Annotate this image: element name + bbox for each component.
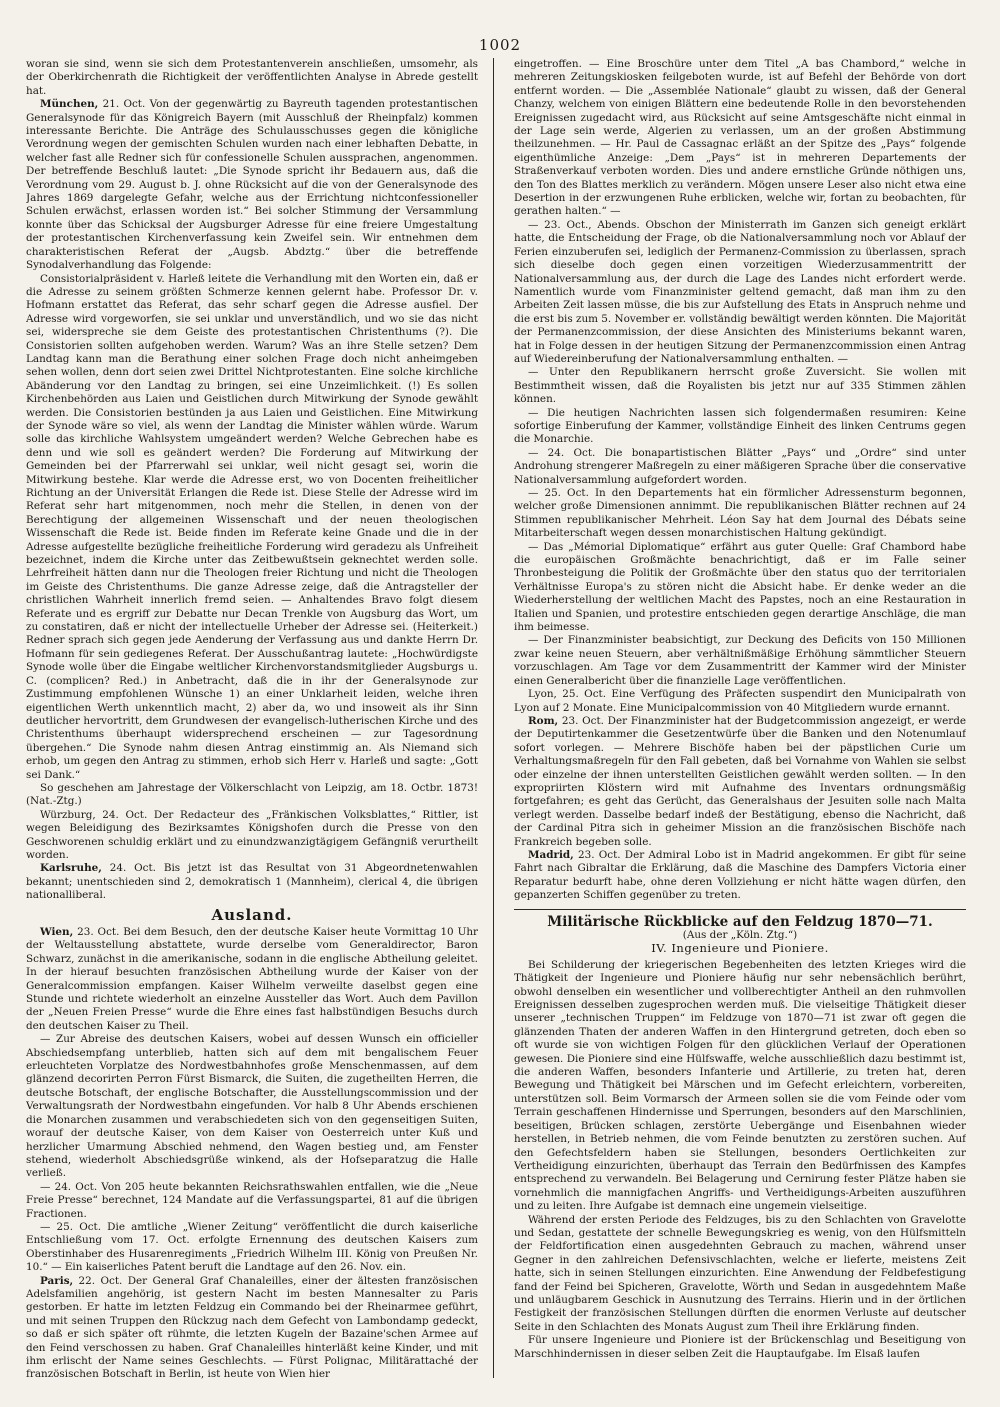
dateline-paris: Paris, [40,1274,74,1287]
synod-debate-paragraph: Consistorialpräsident v. Harleß leitete die Verhandlung mit den Worten ein, daß er die Adresse zu seinem größten Schmerze kennen gelernt habe. Professor Dr. v. Hofmann erstattet das Referat, das sehr scharf gegen die Adresse ausfiel. Der Adresse wird vorgeworfen, sie sei unklar und unverständlich, und wo sie das nicht sei, widerspreche sie dem Geiste des protestantischen Christenthums (?). Die Consistorien sollten aufgehoben werden. Warum? Was an ihre Stelle setzen? Dem Landtag kann man die Berathung einer solchen Frage doch nicht anheimgeben sehen wollen, denn dort seien zwei Drittel Nichtprotestanten. Eine solche kirchliche Abänderung vor den Landtag zu bringen, sei eine Unzeimlichkeit. (!) Es sollen Kirchenbehörden aus Laien und Geistlichen durch Mitwirkung der Synode gewählt werden. Die Consistorien bestünden ja aus Laien und Geistlichen. Eine Mitwirkung der Synode wäre so viel, als wenn der Landtag die Minister wählen würde. Warum solle das kirchliche Wahlsystem umgeändert werden? Welche Gebrechen habe es denn und wie soll es geändert werden? Die Forderung auf Mitwirkung der Gemeinden bei der Pfarrerwahl sei unklar, weil nicht gesagt sei, worin die Mitwirkung bestehe. Klar werde die Adresse erst, wo von Docenten freiheitlicher Richtung an der Universität Erlangen die Rede ist. Diese Stelle der Adresse wird im Referat sehr hart mitgenommen, noch mehr die Stellen, in denen von der Berechtigung der allgemeinen Wissenschaft und der neuen theologischen Wissenschaft die Rede ist. Beide finden im Referate keine Gnade und die in der Adresse aufgestellte bezügliche freiheitliche Forderung wird geradezu als Unfreiheit bezeichnet, indem die Kirche unter das Zeitbewußtsein geknechtet werden solle. Lehrfreiheit hätten dann nur die Theologen freier Richtung und nicht die Theologen im Geiste des Christenthums. Die ganze Adresse zeige, daß die Antragsteller der christlichen Wahrheit innerlich fremd seien. — Anhaltendes Bravo folgt diesem Referate und es ergriff zur Debatte nur Decan Trenkle von Augsburg das Wort, um zu constatiren, daß er nicht der intellectuelle Urheber der Adresse sei. (Heiterkeit.) Redner sprach sich gegen jede Aenderung der Verfassung aus und dankte Herrn Dr. Hofmann für sein gediegenes Referat. Der Ausschußantrag lautete: „Hochwürdigste Synode wolle über die Eingabe weltlicher Kirchenvorstandsmitglieder Augsburgs u. C. (complicen? Red.) in Anbetracht, daß die in ihr der Generalsynode zur Zustimmung empfohlenen Wünsche 1) an einer Unklarheit leiden, welche ihren eigentlichen Werth unkenntlich macht, 2) aber da, wo und insoweit als ihr Sinn deutlicher hervortritt, dem Grundwesen der evangelisch-lutherischen Kirche und des Christenthums überhaupt widersprechend erscheinen — zur Tagesordnung übergehen.“ Die Synode nahm diesen Antrag einstimmig an. Als Niemand sich erhob, um gegen den Antrag zu stimmen, erhob sich Herr v. Harleß und sagte: „Gott sei Dank.“ [26,272,478,781]
republicans-paragraph: — Unter den Republikanern herrscht große Zuversicht. Sie wollen mit Bestimmtheit wissen, daß die Royalisten bis jetzt nur auf 335 Stimmen zählen können. [514,366,966,406]
ministerrath-paragraph: — 23. Oct., Abends. Obschon der Ministerrath im Ganzen sich geneigt erklärt hatte, die Entscheidung der Frage, ob die Nationalversammlung noch vor Ablauf der Ferien einzuberufen sei, lediglich der Permanenz-Commission zu überlassen, sprach sich dieselbe doch gegen einen vorzeitigen Wiederzusammentritt der Nationalversammlung aus, der durch die Lage des Landes nicht erfordert werde. Namentlich wurde vom Finanzminister geltend gemacht, daß man ihm zu den Arbeiten Zeit lassen müsse, die bis zur Aufstellung des Etats in Anspruch nehme und die erst bis zum 5. November er. vollständig bewältigt werden könnten. Die Majorität der Permanenzcommission, der diese Ansichten des Ministeriums bekannt waren, hat in Folge dessen in der heutigen Sitzung der Permanenzcommission einen Antrag auf Wiedereinberufung der Nationalversammlung enthalten. — [514,218,966,365]
finance-minister-paragraph: — Der Finanzminister beabsichtigt, zur Deckung des Deficits von 150 Millionen zwar keine neuen Steuern, aber verhältnißmäßige Erhöhung sämmtlicher Steuern vorzuschlagen. Am Tage vor dem Zusammentritt der Kammer wird der Minister einen Generalbericht über die finanzielle Lage veröffentlichen. [514,634,966,687]
madrid-text: 23. Oct. Der Admiral Lobo ist in Madrid angekommen. Er gibt für seine Fahrt nach Gibraltar die Erklärung, daß die Maschine des Dampfers Victoria einer Reparatur bedurft habe, ohne deren Vollziehung er nicht hätte wagen dürfen, den gepanzerten Schiffen gegenüber zu treten. [514,848,966,902]
reichsrath-elections-paragraph: — 24. Oct. Von 205 heute bekannten Reichsrathswahlen entfallen, wie die „Neue Freie Presse“ berechnet, 124 Mandate auf die Verfassungspartei, 81 auf die übrigen Fractionen. [26,1180,478,1220]
article-source: (Aus der „Köln. Ztg.“) [682,929,798,941]
rom-text: 23. Oct. Der Finanzminister hat der Budgetcommission angezeigt, er werde der Deputirtenkammer die Gesetzentwürfe über die Banken und den Notenumlauf sofort vorlegen. — Mehrere Bischöfe haben bei der päpstlichen Curie um Verhaltungsmaßregeln für den Fall gebeten, daß bei Vornahme von Wahlen sie selbst oder einzelne der ihnen unterstellten Geistlichen gewählt werden sollten. — In den expropriirten Klöstern wird mit Aufnahme des Inventars ordnungsmäßig fortgefahren; es geht das Gerücht, das Generalshaus der Jesuiten solle nach Malta verlegt werden. Dasselbe bedarf indeß der Bestätigung, ebenso die Nachricht, daß der Cardinal Pitra sich in geheimer Mission an die französischen Bischöfe nach Frankreich begeben solle. [514,714,966,848]
news-summary-paragraph: — Die heutigen Nachrichten lassen sich folgendermaßen resumiren: Keine sofortige Einberufung der Kammer, vollständige Einheit des linken Centrums gegen die Monarchie. [514,406,966,446]
muenchen-date: 21. Oct. [98,98,146,111]
karlsruhe-text: 24. Oct. Bis jetzt ist das Resultat von 31 Abgeordnetenwahlen bekannt; unentschieden sind 2, demokratisch 1 (Mannheim), clerical 4, die übrigen nationalliberal. [26,862,478,902]
article-paragraph-3: Für unsere Ingenieure und Pioniere ist der Brückenschlag und Beseitigung von Marschhindernissen in dieser selben Zeit die Hauptaufgabe. Im Elsaß laufen [514,1334,966,1360]
dateline-madrid: Madrid, [528,848,574,861]
wien-report [26,926,478,1033]
dateline-rom: Rom, [528,714,559,727]
article-title: Militärische Rückblicke auf den Feldzug 1870—71. [547,913,933,930]
wien-text: 23. Oct. Bei dem Besuch, den der deutsche Kaiser heute Vormittag 10 Uhr der Weltausstellung abstattete, wurde derselbe vom Generaldirector, Baron Schwarz, zunächst in die amerikanische, sodann in die englische Abtheilung geleitet. In der hierauf besuchten französischen Abtheilung wurde der Kaiser von der Generalcommission empfangen. Kaiser Wilhelm verweilte daselbst gegen eine Stunde und richtete wiederholt an einzelne Aussteller das Wort. Auch dem Pavillon der „Neuen Freien Presse“ wurde die Ehre eines fast halbstündigen Besuchs durch den deutschen Kaiser zu Theil. [26,926,478,1032]
article-separator-rule [514,909,966,910]
wiener-zeitung-paragraph: — 25. Oct. Die amtliche „Wiener Zeitung“ veröffentlicht die durch kaiserliche Entschließung vom 17. Oct. erfolgte Ernennung des deutschen Kaisers zum Oberstinhaber des Husarenregiments „Friedrich Wilhelm III. König von Preußen Nr. 10.“ — Ein kaiserliches Patent beruft die Landtage auf den 26. Nov. ein. [26,1220,478,1274]
muenchen-text: Von der gegenwärtig zu Bayreuth tagenden protestantischen Generalsynode für das Königreich Bayern (mit Ausschluß der Rheinpfalz) kommen interessante Berichte. Die Anträge des Schulausschusses gegen die königliche Verordnung wegen der gemischten Schulen wurden nach einer lebhaften Debatte, in welcher fast alle Redner sich für confessionelle Schulen aussprachen, angenommen. Der betreffende Beschluß lautet: „Die Synode spricht ihr Bedauern aus, daß die Verordnung vom 29. August b. J. ohne Rücksicht auf die von der Generalsynode des Jahres 1869 dargelegte Gefahr, welche aus der Errichtung nichtconfessioneller Schulen erwächst, erlassen worden ist.“ Bei solcher Stimmung der Versammlung konnte über das Schicksal der Augsburger Adresse für eine freiere Umgestaltung der protestantischen Kirchenverfassung kein Zweifel sein. Wir entnehmen dem charakteristischen Referat der „Augsb. Abdztg.“ über die betreffende Synodalverhandlung das Folgende: [26,98,478,272]
leipzig-anniversary-paragraph: So geschehen am Jahrestage der Völkerschlacht von Leipzig, am 18. Octbr. 1873! (Nat.-Ztg.) [26,781,478,808]
section-heading-ausland: Ausland. [211,905,293,924]
dateline-wien: Wien, [40,926,74,938]
wuerzburg-report: Würzburg, 24. Oct. Der Redacteur des „Fränkischen Volksblattes,“ Rittler, ist wegen Beleidigung des Bezirksamtes Königshofen durch die Presse von den Geschworenen schuldig erklärt und zu einundzwanzigtägigem Gefängniß verurtheilt worden. [26,808,478,861]
muenchen-report [26,98,478,272]
memorial-diplomatique-paragraph: — Das „Mémorial Diplomatique“ erfährt aus guter Quelle: Graf Chambord habe die europäischen Großmächte benachrichtigt, daß er im Falle seiner Thronbesteigung die Politik der Großmächte über den status quo der territorialen Verhältnisse Europa's zu stören nicht die Absicht habe. Er denke weder an die Wiederherstellung der weltlichen Macht des Papstes, noch an eine Restauration in Italien und Spanien, und protestire entschieden gegen derartige Anschläge, die man ihm beimesse. [514,540,966,634]
article-paragraph-1: Bei Schilderung der kriegerischen Begebenheiten des letzten Krieges wird die Thätigkeit der Ingenieure und Pioniere häufig nur sehr nebensächlich berührt, obwohl denselben ein wesentlicher und vollberechtigter Antheil an den ruhmvollen Ereignissen desselben zugesprochen werden muß. Die vielseitige Thätigkeit dieser unserer „technischen Truppen“ im Feldzuge von 1870—71 ist zwar oft gegen die glänzenden Thaten der anderen Waffen in den Hintergrund getreten, doch eben so oft wurde sie von wichtigen Folgen für den glücklichen Verlauf der Operationen gewesen. Die Pioniere sind eine Hülfswaffe, welche ausschließlich dazu bestimmt ist, die anderen Waffen, besonders Infanterie und Artillerie, zu treten hat, deren Bewegung und Thätigkeit bei Märschen und im Gefecht erleichtern, vorbereiten, unterstützen soll. Beim Vormarsch der Armeen sollen sie die vom Feinde oder vom Terrain geschaffenen Hindernisse und Sperrungen, besonders auf den Marschlinien, beseitigen, Brücken schlagen, zerstörte Uebergänge und Eisenbahnen wieder herstellen, in Betrieb nehmen, die vom Feinde benutzten zu zerstören suchen. Auf den Gefechtsfeldern haben sie Stellungen, besonders Oertlichkeiten zur Vertheidigung einzurichten, überhaupt das Terrain den Bedürfnissen des Kampfes entsprechend zu verwandeln. Bei Belagerung und Cernirung fester Plätze haben sie vornehmlich die mannigfachen Angriffs- und Vertheidigungs-Arbeiten auszuführen und zu leiten. Ihre Aufgabe ist demnach eine ungemein vielseitige. [514,958,966,1213]
article-part-heading: IV. Ingenieure und Pioniere. [651,941,829,956]
rom-report [514,715,966,849]
address-storm-paragraph: — 25. Oct. In den Departements hat ein förmlicher Adressensturm begonnen, welcher große Dimensionen annimmt. Die republikanischen Blätter rechnen auf 24 Stimmen republikanischer Mehrheit. Léon Say hat dem Journal des Débats seine Mitarbeiterschaft wegen dessen monarchistischen Haltung gekündigt. [514,487,966,540]
page-number: 1002 [478,36,522,54]
emperor-departure-paragraph: — Zur Abreise des deutschen Kaisers, wobei auf dessen Wunsch ein officieller Abschiedsempfang unterblieb, hatten sich auf dem mit bengalischem Feuer erleuchteten Vorplatze des Nordwestbahnhofes große Menschenmassen, auf dem glänzend decorirten Perron Fürst Bismarck, die Suiten, die zugetheilten Herren, die deutsche Botschaft, der englische Botschafter, die Ausstellungscommission und der Verwaltungsrath der Nordwestbahn eingefunden. Vor halb 8 Uhr Abends erschienen die Monarchen zusammen und verabschiedeten sich von den gegenseitigen Suiten, worauf der deutsche Kaiser, von dem Kaiser von Oesterreich unter Kuß und herzlicher Umarmung Abschied nehmend, den Wagen bestieg und, am Fenster stehend, wiederholt Abschiedsgrüße winkend, als der Hofseparatzug die Halle verließ. [26,1033,478,1180]
article-intro-paragraph: woran sie sind, wenn sie sich dem Protestantenverein anschließen, umsomehr, als der Oberkirchenrath die Richtigkeit der veröffentlichten Analyse in Abrede gestellt hat. [26,58,478,97]
lyon-report: Lyon, 25. Oct. Eine Verfügung des Präfecten suspendirt den Municipalrath von Lyon auf 2 Monate. Eine Municipalcommission von 40 Mitgliedern wurde ernannt. [514,688,966,714]
right-column [514,58,966,1386]
left-column [26,58,478,1398]
dateline-muenchen: München, [40,98,99,111]
column-divider [493,58,494,1378]
article-paragraph-2: Während der ersten Periode des Feldzuges, bis zu den Schlachten von Gravelotte und Sedan, gestattete der schnelle Bewegungskrieg es wenig, von den Hülfsmitteln der Feldfortification einen ausgedehnten Gebrauch zu machen, während unser Gegner in den zahlreichen Defensivschlachten, welche er lieferte, meistens Zeit hatte, sich in seinen Stellungen einzurichten. Eine Anwendung der Feldbefestigung fand der Feind bei Spicheren, Gravelotte, Wörth und Sedan in ausgedehntem Maße und unläugbarem Geschick in Ausnutzung des Terrains. Hierin und in der örtlichen Festigkeit der französischen Stellungen dürften die enormen Verluste auf deutscher Seite in den Schlachten des Monats August zum Theil ihre Erklärung finden. [514,1213,966,1333]
dateline-karlsruhe: Karlsruhe, [40,862,102,875]
paris-continuation-paragraph: eingetroffen. — Eine Broschüre unter dem Titel „A bas Chambord,“ welche in mehreren Zeitungskiosken feilgeboten wurde, ist auf Befehl der Behörde von dort entfernt worden. — Die „Assemblée Nationale“ glaubt zu wissen, daß der General Chanzy, welchem von einigen Blättern eine bedeutende Rolle in den bevorstehenden Ereignissen zugedacht wird, aus Rücksicht auf seine Amtsgeschäfte nicht einmal in der Lage sein werde, Algerien zu verlassen, um an der großen Abstimmung theilzunehmen. — Hr. Paul de Cassagnac erläßt an der Spitze des „Pays“ folgende eigenthümliche Anzeige: „Dem „Pays“ ist in mehreren Departements der Straßenverkauf verboten worden. Dies und andere ernstliche Gründe nöthigen uns, den Ton des Blattes merklich zu verändern. Mögen unsere Leser also nicht etwa eine Desertion in der erzwungenen Ruhe erblicken, welche wir, fortan zu beobachten, für gerathen halten.“ — [514,58,966,218]
bonapartist-papers-paragraph: — 24. Oct. Die bonapartistischen Blätter „Pays“ und „Ordre“ sind unter Androhung strengerer Maßregeln zu einer mäßigeren Sprache über die conservative Nationalversammlung aufgefordert worden. [514,446,966,486]
madrid-report [514,849,966,903]
karlsruhe-report [26,862,478,902]
paris-report [26,1275,478,1382]
paris-text: 22. Oct. Der General Graf Chanaleilles, einer der ältesten französischen Adelsfamilien angehörig, ist gestern Nacht im besten Mannesalter zu Paris gestorben. Er hatte im letzten Feldzug ein Commando bei der Rheinarmee geführt, und mit seinen Truppen den Rückzug nach dem Gefecht von Lambondamp gedeckt, so daß er sich später oft rühmte, die letzten Kugeln der Bazaine'schen Armee auf den Feind verschossen zu haben. Graf Chanaleilles hinterläßt keine Kinder, und mit ihm erlischt der Name seines Geschlechts. — Fürst Polignac, Militärattaché der französischen Botschaft in Berlin, ist heute von Wien hier [26,1274,478,1381]
